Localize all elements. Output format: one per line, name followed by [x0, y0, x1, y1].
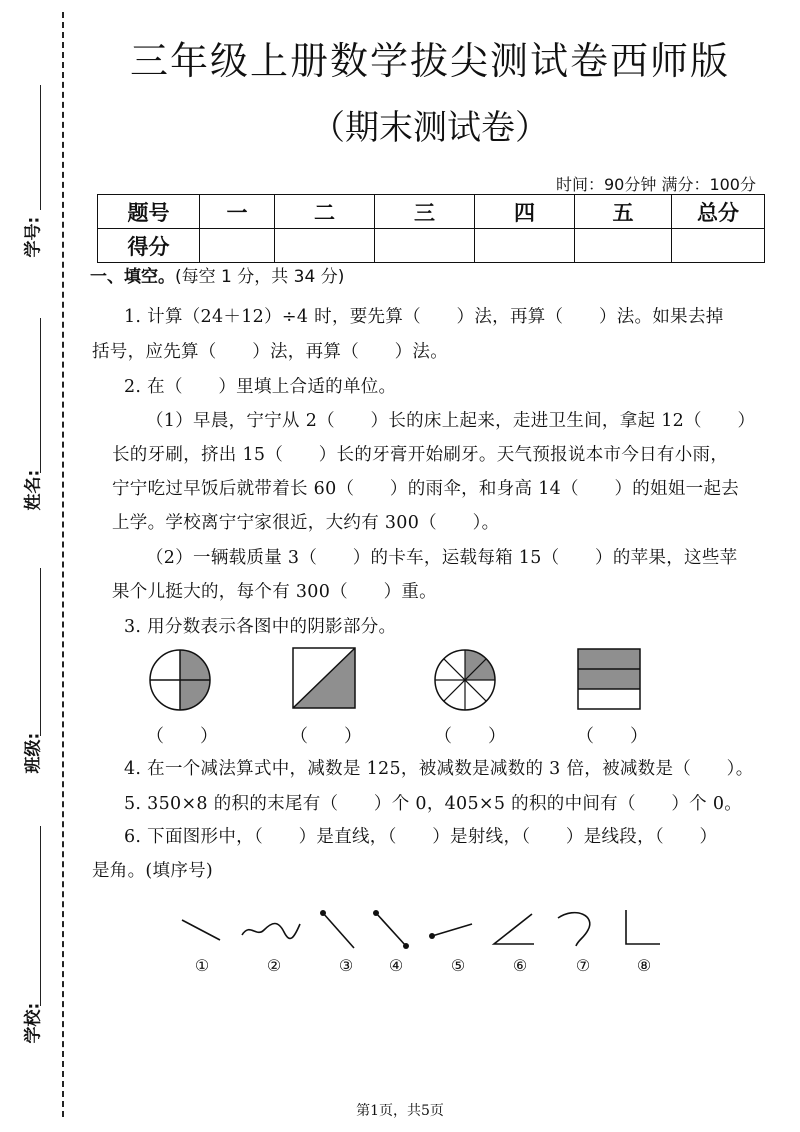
student-id-line: [40, 85, 41, 210]
question-2-1-line-2: 长的牙刷，挤出 15（ ）长的牙膏开始刷牙。天气预报说本市今日有小雨，: [112, 445, 729, 465]
score-table-cell: 题号: [98, 195, 200, 229]
score-table-cell: 三: [375, 195, 475, 229]
circle-eighths-figure: [435, 650, 495, 710]
question-3: 3. 用分数表示各图中的阴影部分。: [124, 617, 397, 637]
score-table-cell: 二: [275, 195, 375, 229]
figure-label: ⑥: [512, 956, 528, 975]
score-input-cell[interactable]: [672, 229, 765, 263]
time-info: 时间：90分钟 满分：100分: [556, 175, 756, 194]
figure-1-straight-line: [182, 920, 220, 940]
figure-4-segment: [373, 910, 409, 949]
figure-label: ④: [388, 956, 404, 975]
section-heading-note: (每空 1 分，共 34 分): [175, 267, 345, 287]
section-heading-title: 一、填空。: [90, 267, 175, 287]
figure-label: ⑦: [575, 956, 591, 975]
question-2-1-line-4: 上学。学校离宁宁家很近，大约有 300（ ）。: [112, 513, 500, 533]
figure-label: ①: [194, 956, 210, 975]
score-input-cell[interactable]: [275, 229, 375, 263]
answer-blank[interactable]: （ ）: [576, 726, 648, 747]
question-2-intro: 2. 在（ ）里填上合适的单位。: [124, 377, 397, 397]
question-4: 4. 在一个减法算式中，减数是 125，被减数是减数的 3 倍，被减数是（ ）。: [124, 759, 754, 779]
page-subtitle: （期末测试卷）: [311, 108, 549, 148]
score-table-cell: 五: [575, 195, 672, 229]
question-1-line-2: 括号，应先算（ ）法，再算（ ）法。: [92, 342, 448, 362]
answer-blank[interactable]: （ ）: [434, 726, 506, 747]
question-2-1-line-3: 宁宁吃过早饭后就带着长 60（ ）的雨伞，和身高 14（ ）的姐姐一起去: [112, 479, 740, 499]
question-6-line-2: 是角。(填序号): [92, 861, 214, 881]
name-line: [40, 318, 41, 473]
question-1-line-1: 1. 计算（24＋12）÷4 时，要先算（ ）法，再算（ ）法。如果去掉: [124, 307, 724, 327]
name-label: 姓名:: [23, 469, 44, 511]
figure-label: ③: [338, 956, 354, 975]
figure-label: ⑤: [450, 956, 466, 975]
score-table-cell: 四: [475, 195, 575, 229]
figure-3-ray: [320, 910, 354, 948]
figure-label: ②: [266, 956, 282, 975]
section-heading: [90, 262, 344, 287]
score-input-cell[interactable]: [375, 229, 475, 263]
question-2-1-line-1: （1）早晨，宁宁从 2（ ）长的床上起来，走进卫生间，拿起 12（ ）: [146, 411, 756, 431]
school-label: 学校:: [23, 1002, 44, 1044]
score-table-cell: 总分: [672, 195, 765, 229]
answer-blank[interactable]: （ ）: [146, 726, 218, 747]
score-input-cell[interactable]: [200, 229, 275, 263]
figure-2-curve: [242, 924, 300, 939]
rectangle-thirds-figure: [578, 649, 640, 709]
figure-label: ⑧: [636, 956, 652, 975]
answer-blank[interactable]: （ ）: [290, 726, 362, 747]
question-2-2-line-1: （2）一辆载质量 3（ ）的卡车，运载每箱 15（ ）的苹果，这些苹: [146, 548, 738, 568]
score-table-cell: 一: [200, 195, 275, 229]
figure-8-right-angle: [626, 910, 660, 944]
page-footer: 第1页，共5页: [356, 1103, 444, 1119]
score-input-cell[interactable]: [475, 229, 575, 263]
figure-5-ray: [429, 924, 472, 939]
score-table-score-row: [98, 229, 765, 263]
circle-quarters-figure: [150, 650, 210, 710]
page-title: 三年级上册数学拔尖测试卷西师版: [129, 39, 730, 83]
square-diagonal-figure: [293, 648, 355, 708]
figure-7-curved-angle: [558, 913, 590, 946]
score-table-header-row: [98, 195, 765, 229]
figure-6-angle: [494, 914, 534, 944]
student-id-label: 学号:: [23, 216, 44, 258]
question-5: 5. 350×8 的积的末尾有（ ）个 0，405×5 的积的中间有（ ）个 0。: [124, 794, 743, 814]
question-6-line-1: 6. 下面图形中，（ ）是直线，（ ）是射线，（ ）是线段，（ ）: [124, 827, 718, 847]
fraction-figures: [0, 640, 800, 750]
score-input-cell[interactable]: [575, 229, 672, 263]
question-2-2-line-2: 果个儿挺大的，每个有 300（ ）重。: [112, 582, 437, 602]
binding-margin: [0, 0, 70, 1132]
line-figures: [0, 900, 800, 960]
class-label: 班级:: [23, 732, 44, 774]
score-table-cell: 得分: [98, 229, 200, 263]
score-table: [97, 194, 765, 263]
